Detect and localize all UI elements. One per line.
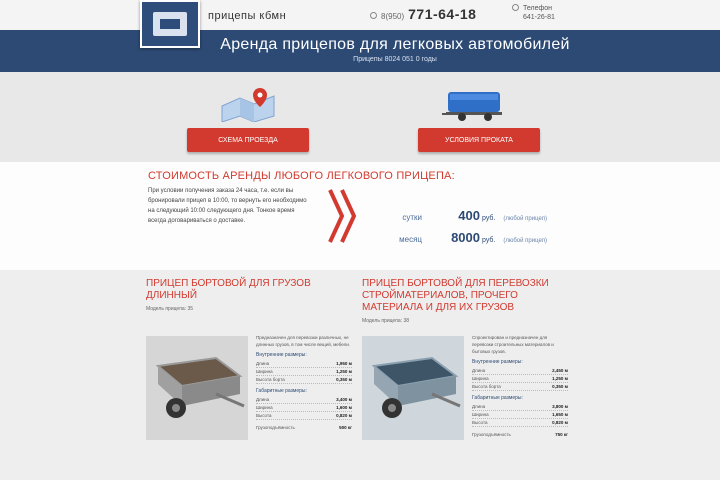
- products-section: [0, 270, 720, 480]
- spec-row: Ширина 1,250 м: [472, 376, 568, 381]
- secondary-phone-number[interactable]: 641-26-81: [523, 14, 555, 21]
- spec-row: Ширина 1,250 м: [256, 369, 352, 374]
- secondary-phone-label: Телефон: [523, 5, 553, 12]
- spec-row: Высота 0,820 м: [472, 420, 568, 425]
- spec-row: Длина 3,400 м: [256, 397, 352, 402]
- rate-currency: руб.: [482, 237, 496, 244]
- spec-footer: Грузоподъёмность 500 кг: [256, 425, 352, 430]
- specs-heading: Внутренние размеры:: [256, 352, 307, 358]
- rate-price: 400: [458, 208, 480, 223]
- trailer-logo-icon: [153, 12, 187, 36]
- spec-row: Высота борта 0,350 м: [472, 384, 568, 389]
- top-bar: [0, 0, 720, 30]
- site-logo[interactable]: [140, 0, 200, 48]
- product-title[interactable]: ПРИЦЕП БОРТОВОЙ ДЛЯ ГРУЗОВ ДЛИННЫЙ: [146, 278, 311, 301]
- product-specs: [472, 334, 568, 438]
- rate-row: [382, 208, 547, 223]
- secondary-phone: [512, 4, 555, 22]
- specs-heading: Габаритные размеры:: [472, 395, 523, 401]
- product-intro: Предназначен для перевозки различных, не длинных грузов, в том числе вещей, мебели.: [256, 335, 351, 347]
- trailer-photo: [146, 336, 248, 440]
- spec-row: Длина 2,450 м: [472, 368, 568, 373]
- phone-icon: [512, 4, 519, 11]
- product-card: [146, 278, 356, 430]
- rate-period: месяц: [399, 235, 422, 244]
- rate-row: [382, 230, 547, 245]
- specs-heading: Габаритные размеры:: [256, 388, 307, 394]
- product-model: Модель прицепа: 38: [362, 318, 410, 324]
- spec-footer: Грузоподъёмность 750 кг: [472, 432, 568, 437]
- pricing-title: СТОИМОСТЬ АРЕНДЫ ЛЮБОГО ЛЕГКОВОГО ПРИЦЕПА:: [148, 170, 455, 182]
- page-title: Аренда прицепов для легковых автомобилей: [220, 36, 570, 53]
- rate-price: 8000: [451, 230, 480, 245]
- spec-row: Длина 3,800 м: [472, 404, 568, 409]
- pricing-section: [0, 162, 720, 270]
- pricing-description: При условии получения заказа 24 часа, т.е. если вы бронировали прицеп в 10:00, то вернуть его необходимо на следующий 10:00 следующего дня. Тонкое время всегда договариваться о доставке.: [148, 188, 307, 224]
- rental-terms-button[interactable]: УСЛОВИЯ ПРОКАТА: [418, 128, 540, 152]
- covered-trailer-icon: [440, 86, 508, 122]
- spec-row: Длина 1,950 м: [256, 361, 352, 366]
- trailer-photo: [362, 336, 464, 440]
- rate-note: (любой прицеп): [503, 238, 548, 244]
- map-button[interactable]: СХЕМА ПРОЕЗДА: [187, 128, 309, 152]
- hero-banner: [0, 30, 720, 72]
- map-pin-icon: [218, 86, 278, 122]
- product-intro: Спроектирован и предназначен для перевозки строительных материалов и бытовых грузов.: [472, 335, 554, 354]
- spec-row: Высота 0,820 м: [256, 413, 352, 418]
- spec-row: Высота борта 0,350 м: [256, 377, 352, 382]
- double-chevron-icon: [328, 186, 358, 246]
- product-title[interactable]: ПРИЦЕП БОРТОВОЙ ДЛЯ ПЕРЕВОЗКИ СТРОЙМАТЕРИАЛОВ, ПРОЧЕГО МАТЕРИАЛА И ДЛЯ ИХ ГРУЗОВ: [362, 278, 549, 313]
- spec-row: Ширина 1,600 м: [256, 405, 352, 410]
- phone-icon: [370, 12, 377, 19]
- main-phone: [370, 6, 476, 22]
- product-specs: [256, 334, 352, 431]
- rate-note: (любой прицеп): [503, 216, 548, 222]
- product-model: Модель прицепа: 35: [146, 306, 194, 312]
- phone-code: 8(950): [381, 12, 405, 21]
- spec-row: Ширина 1,650 м: [472, 412, 568, 417]
- product-card: [362, 278, 572, 437]
- brand-name: прицепы кбмн: [208, 10, 287, 22]
- page-subtitle: Прицепы 8024 051 0 годы: [353, 56, 437, 63]
- rate-currency: руб.: [482, 215, 496, 222]
- phone-number[interactable]: 771-64-18: [408, 6, 477, 22]
- specs-heading: Внутренние размеры:: [472, 359, 523, 365]
- features-section: [0, 72, 720, 162]
- rate-period: сутки: [402, 213, 422, 222]
